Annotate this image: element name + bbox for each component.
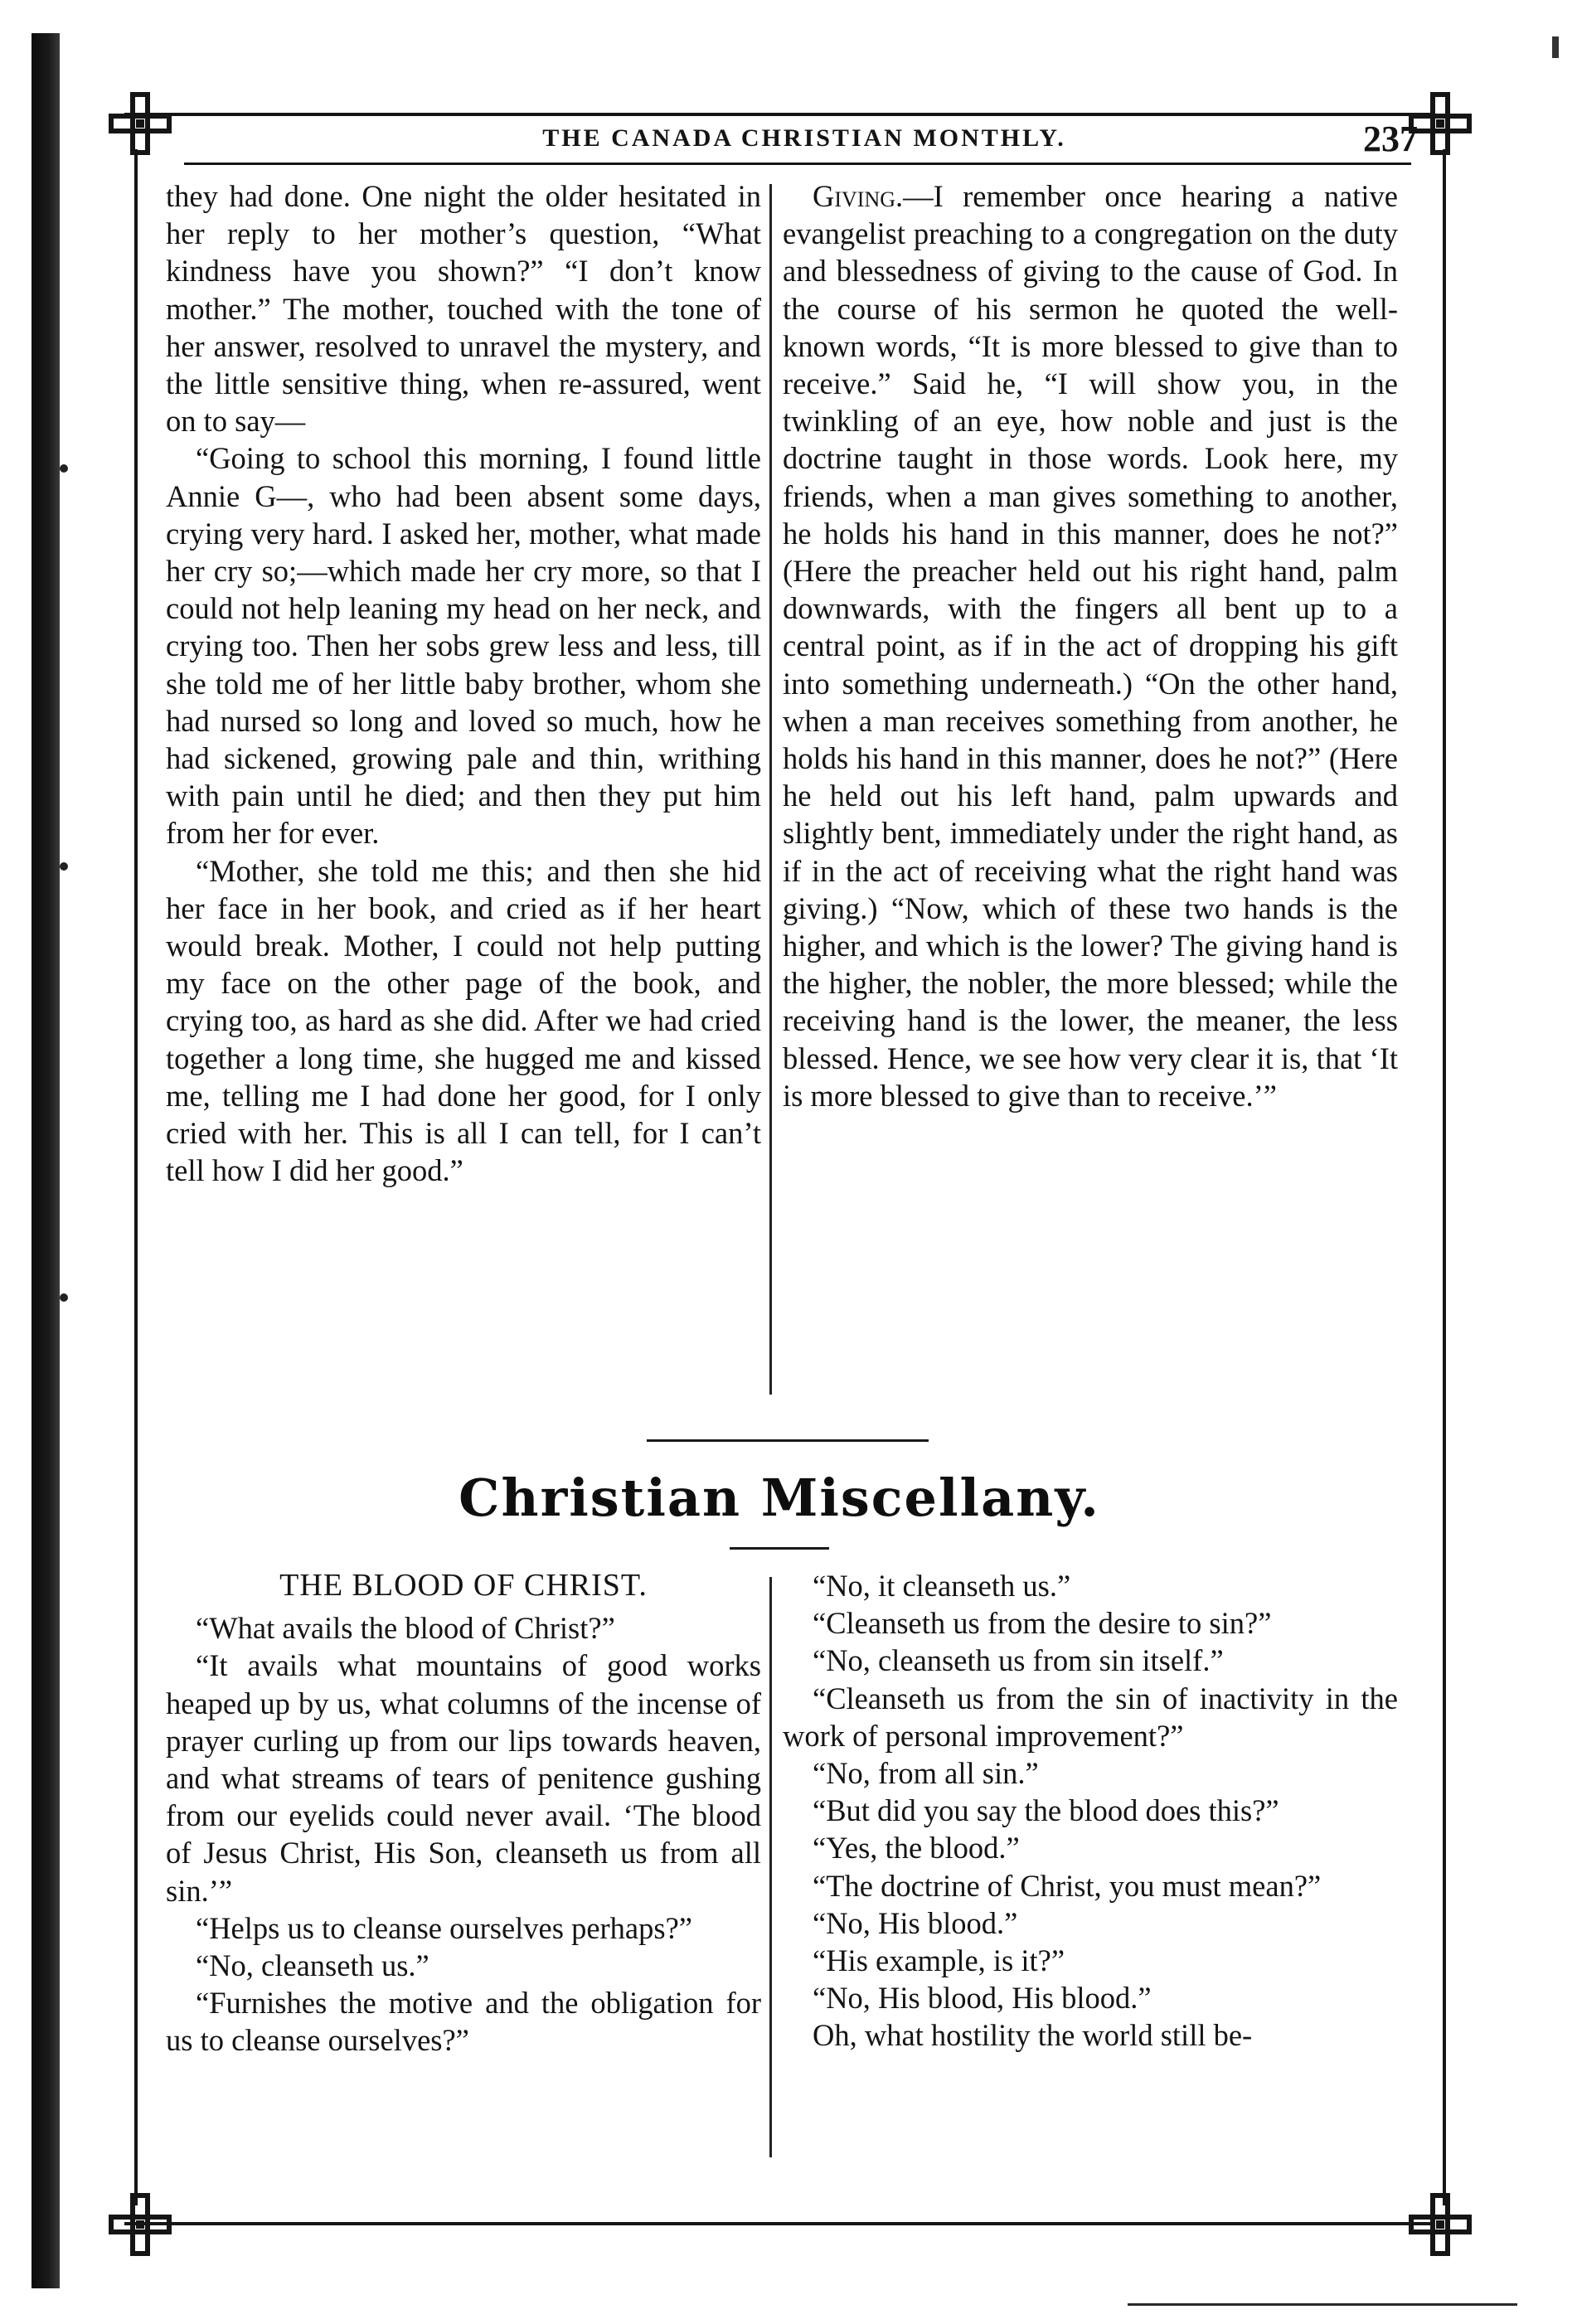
corner-ornament-icon [108,91,172,156]
frame-bottom-rule [124,2222,1434,2225]
paragraph [783,177,1398,1114]
paragraph: they had done. One night the older hesitated in her reply to her mother’s question, “What kindness have you shown?” “I don’t know mother.” The mother, touched with the tone of her answer, resolved to unravel the mystery, and the little sensitive thing, when re-assured, went on to say— [166,179,761,439]
paragraph: Oh, what hostility the world still be- [813,2018,1253,2053]
paragraph: “But did you say the blood does this?” [813,1793,1279,1828]
paragraph: “No, His blood.” [813,1905,1018,1940]
paragraph: “Helps us to cleanse ourselves perhaps?” [196,1910,692,1945]
paragraph: “It avails what mountains of good works heaped up by us, what columns of the incense of prayer curling up from our lips towards heaven, and what streams of tears of penitence gushing from our eyelids could never avail. ‘The blood of Jesus Christ, His Son, cleanseth us from all sin.’” [166,1648,761,1908]
paragraph: “Cleanseth us from the desire to sin?” [813,1606,1272,1641]
paragraph: “The doctrine of Christ, you must mean?” [813,1868,1322,1903]
paragraph: “Going to school this morning, I found little Annie G—, who had been absent some days, crying very hard. I asked her, mother, what made her cry so;—which made her cry more, so that I could not help leaning my head on her neck, and crying too. Then her sobs grew less and less, till she told me of her little baby brother, whom she had nursed so long and loved so much, how he had sickened, growing pale and thin, writhing with pain until he died; and then they put him from her for ever. [166,441,761,851]
paragraph: “No, cleanseth us.” [196,1948,429,1983]
bottom-edge-line [1128,2303,1517,2306]
left-column-top [166,177,761,1189]
paragraph: “Furnishes the motive and the obligation for us to cleanse ourselves?” [166,1986,761,2058]
running-title: THE CANADA CHRISTIAN MONTHLY. [542,124,1066,152]
paragraph: “What avails the blood of Christ?” [196,1611,615,1646]
paragraph: “No, it cleanseth us.” [813,1569,1071,1603]
frame-left-rule [134,149,138,2205]
page-header [191,114,1418,164]
paragraph: “Yes, the blood.” [813,1831,1020,1866]
right-column-bottom [783,1567,1398,2055]
column-divider [769,184,772,1395]
frame-right-rule [1443,149,1446,2205]
section-rule [647,1439,929,1442]
paragraph: “No, cleanseth us from sin itself.” [813,1643,1224,1678]
paragraph: “Cleanseth us from the sin of inactivity in the work of personal improvement?” [783,1681,1398,1753]
spine-speck [60,862,68,871]
corner-ornament-icon [1408,2192,1473,2257]
right-column-top [783,177,1398,1114]
column-divider [769,1577,772,2157]
margin-mark [1552,36,1559,58]
paragraph: “His example, is it?” [813,1943,1065,1978]
paragraph: “No, His blood, His blood.” [813,1981,1152,2016]
left-column-bottom [166,1567,761,2060]
paragraph: “Mother, she told me this; and then she hid her face in her book, and cried as if her heart would break. Mother, I could not help putting my face on the other page of the book, and crying too, as hard as she did. After we had cried together a long time, she hugged me and kissed me, telling me I had done her good, for I only cried with her. This is all I can tell, for I can’t tell how I did her good.” [166,853,761,1188]
book-spine-edge [32,33,60,2288]
spine-speck [60,464,68,473]
corner-ornament-icon [108,2192,172,2257]
section-title: Christian Miscellany. [459,1468,1100,1528]
paragraph: “No, from all sin.” [813,1756,1039,1791]
page-number: 237 [1363,119,1418,159]
spine-speck [60,1293,68,1302]
section-rule [730,1547,829,1550]
lead-word: Giving. [813,179,904,213]
paragraph-text: —I remember once hearing a native evangelist preaching to a congregation on the duty and blessedness of giving to the cause of God. In the course of his sermon he quoted the well-known words, “It is more blessed to give than to receive.” Said he, “I will show you, in the twinkling of an eye, how noble and just is the doctrine taught in those words. Look here, my friends, when a man gives something to another, he holds his hand in this manner, does he not?” (Here the preacher held out his right hand, palm downwards, with the fingers all bent up to a central point, as if in the act of dropping his gift into something underneath.) “On the other hand, when a man receives something from another, he holds his hand in this manner, does he not?” (Here he held out his left hand, palm upwards and slightly bent, immediately under the right hand, as if in the act of receiving what the right hand was giving.) “Now, which of these two hands is the higher, and which is the lower? The giving hand is the higher, the nobler, the more blessed; while the receiving hand is the lower, the meaner, the less blessed. Hence, we see how very clear it is, that ‘It is more blessed to give than to receive.’” [783,179,1398,1113]
article-title: THE BLOOD OF CHRIST. [279,1568,648,1603]
